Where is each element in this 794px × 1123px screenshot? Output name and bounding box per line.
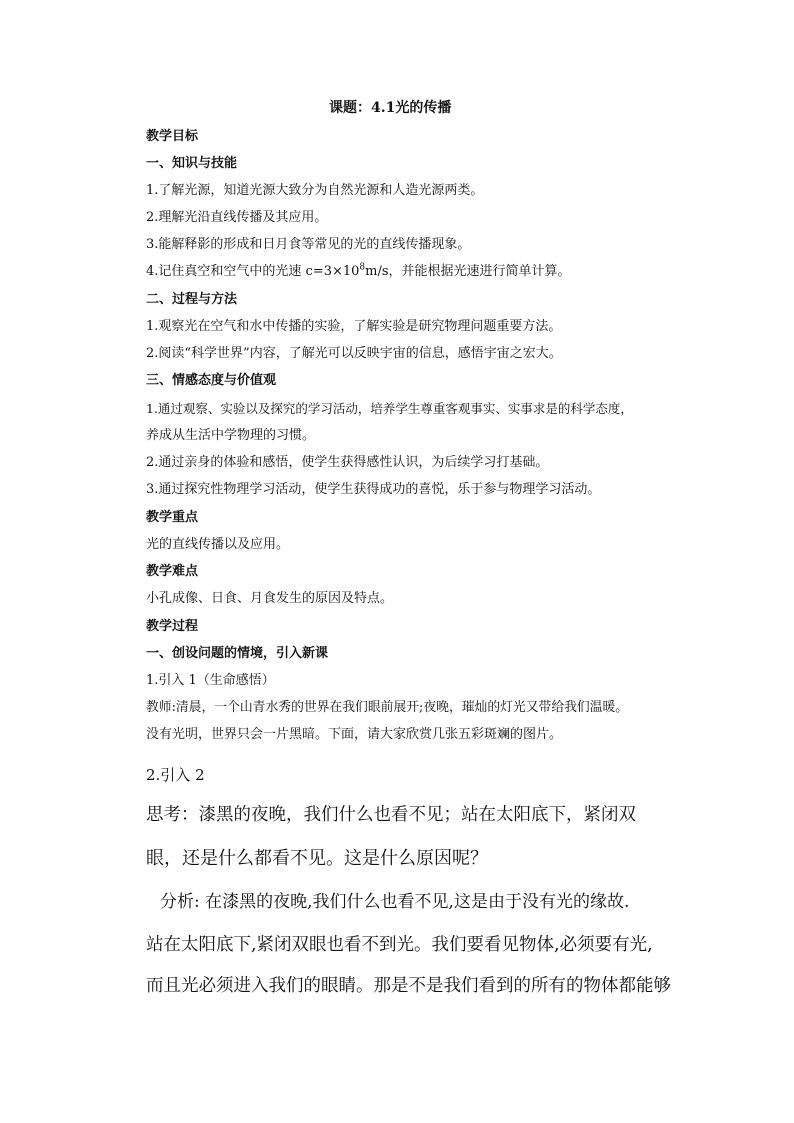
attitude-item-2: 2.通过亲身的体验和感悟，使学生获得感性认识，为后续学习打基础。 (146, 455, 549, 470)
attitude-item-3: 3.通过探究性物理学习活动，使学生获得成功的喜悦，乐于参与物理学习活动。 (146, 482, 601, 497)
process-method-heading: 二、过程与方法 (146, 292, 238, 307)
difficulties-heading: 教学难点 (146, 564, 199, 579)
knowledge-item-2: 2.理解光沿直线传播及其应用。 (146, 210, 328, 225)
attitude-item-1-line-2: 养成从生活中学物理的习惯。 (146, 428, 316, 443)
key-points-text: 光的直线传播以及应用。 (146, 537, 290, 552)
teacher-line-1: 教师:清晨，一个山青水秀的世界在我们眼前展开;夜晚，璀灿的灯光又带给我们温暖。 (146, 700, 629, 715)
difficulties-text: 小孔成像、日食、月食发生的原因及特点。 (146, 591, 394, 606)
knowledge-item-4-suffix: m/s，并能根据光速进行简单计算。 (365, 264, 571, 279)
analysis-line-3: 而且光必须进入我们的眼睛。那是不是我们看到的所有的物体都能够 (146, 976, 671, 996)
teacher-line-2: 没有光明，世界只会一片黑暗。下面，请大家欣赏几张五彩斑斓的图片。 (146, 727, 563, 742)
process-item-2: 2.阅读“科学世界”内容，了解光可以反映宇宙的信息，感悟宇宙之宏大。 (146, 346, 562, 361)
goals-heading: 教学目标 (146, 129, 199, 144)
process-item-1: 1.观察光在空气和水中传播的实验，了解实验是研究物理问题重要方法。 (146, 319, 562, 334)
intro-2: 2.引入 2 (146, 766, 205, 784)
teaching-process-heading: 教学过程 (146, 619, 199, 634)
attitude-item-1-line-1: 1.通过观察、实验以及探究的学习活动，培养学生尊重客观事实、实事求是的科学态度， (146, 401, 633, 416)
think-line-2: 眼，还是什么都看不见。这是什么原因呢？ (146, 848, 488, 869)
knowledge-heading: 一、知识与技能 (146, 156, 238, 171)
key-points-heading: 教学重点 (146, 510, 199, 525)
new-lesson-heading: 一、创设问题的情境，引入新课 (146, 646, 329, 661)
intro-1: 1.引入 1（生命感悟） (146, 673, 275, 688)
knowledge-item-3: 3.能解释影的形成和日月食等常见的光的直线传播现象。 (146, 237, 471, 252)
exponent: 8 (359, 262, 366, 273)
knowledge-item-4 (146, 264, 571, 280)
analysis-line-2: 站在太阳底下,紧闭双眼也看不到光。我们要看见物体,必须要有光, (146, 935, 653, 955)
think-line-1: 思考：漆黑的夜晚，我们什么也看不见；站在太阳底下，紧闭双 (146, 805, 636, 825)
page-title: 课题：4.1光的传播 (329, 100, 452, 116)
knowledge-item-4-prefix: 4.记住真空和空气中的光速 c=3×10 (146, 264, 360, 279)
attitude-heading: 三、情感态度与价值观 (146, 373, 277, 388)
analysis-line-1: 分析: 在漆黑的夜晚,我们什么也看不见,这是由于没有光的缘故. (160, 892, 630, 912)
knowledge-item-1: 1.了解光源，知道光源大致分为自然光源和人造光源两类。 (146, 183, 484, 198)
